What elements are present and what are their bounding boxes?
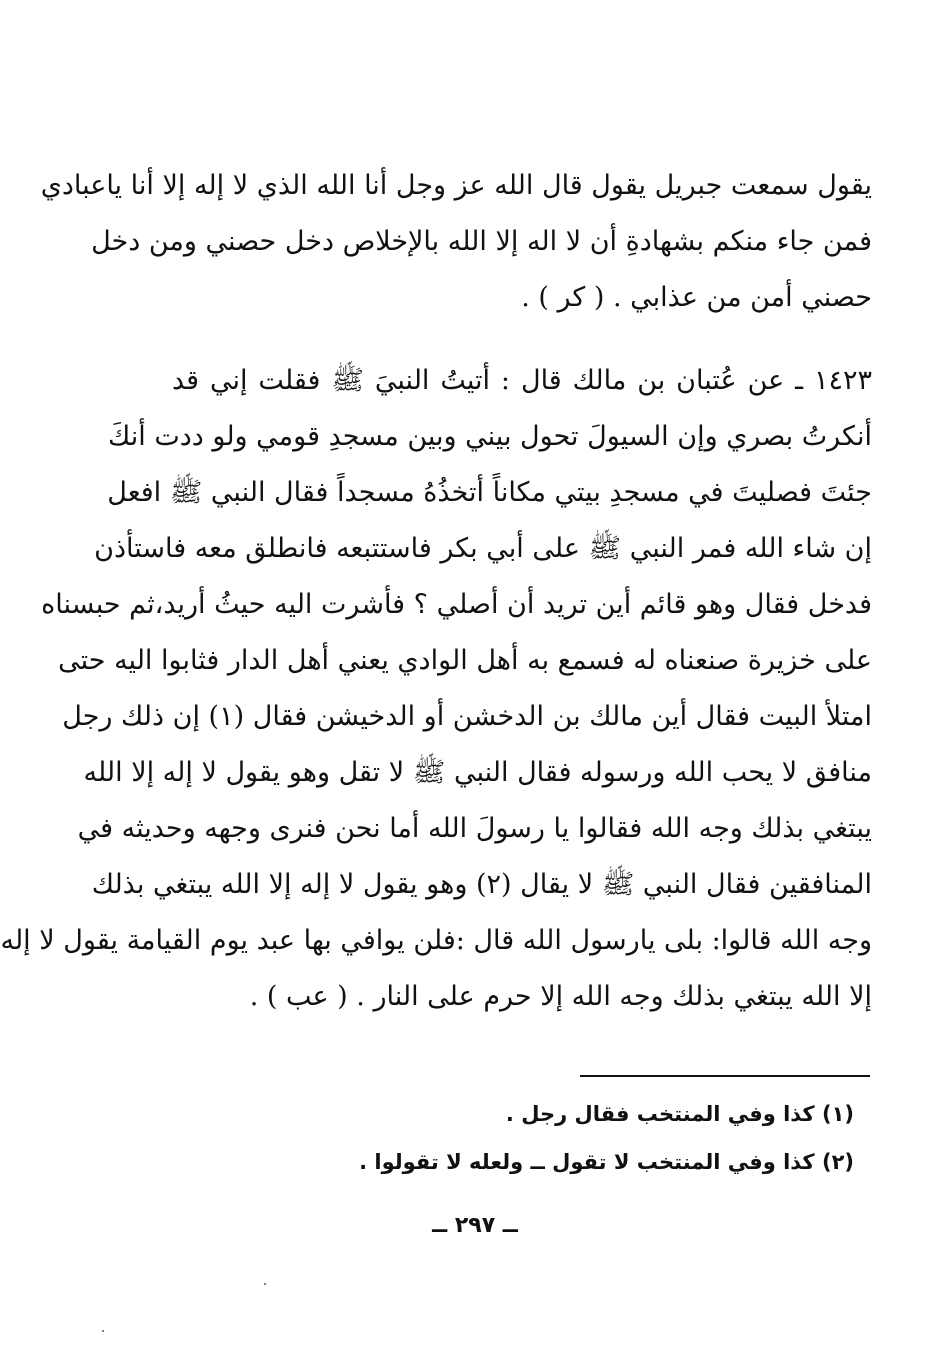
footnotes <box>154 1090 854 1186</box>
footnote-divider <box>580 1075 870 1077</box>
hadith-line: امتلأ البيت فقال أين مالك بن الدخشن أو الدخيشن فقال (١) إن ذلك رجل <box>62 701 872 732</box>
footnote-1: (١) كذا وفي المنتخب فقال رجل . <box>505 1102 854 1126</box>
intro-paragraph <box>40 158 872 326</box>
hadith-line: منافق لا يحب الله ورسوله فقال النبي ﷺ لا تقل وهو يقول لا إله إلا الله <box>83 757 872 788</box>
intro-line: يقول سمعت جبريل يقول قال الله عز وجل أنا الله الذي لا إله إلا أنا ياعبادي <box>40 170 872 201</box>
hadith-line: وجه الله قالوا: بلى يارسول الله قال :فلن يوافي بها عبد يوم القيامة يقول لا إله <box>0 925 872 956</box>
hadith-paragraph <box>0 353 872 1025</box>
scan-speck <box>264 1283 266 1285</box>
hadith-line: إلا الله يبتغي بذلك وجه الله إلا حرم على النار . ( عب ) . <box>249 981 872 1012</box>
hadith-line: إن شاء الله فمر النبي ﷺ على أبي بكر فاستتبعه فانطلق معه فاستأذن <box>94 533 872 564</box>
hadith-line: المنافقين فقال النبي ﷺ لا يقال (٢) وهو يقول لا إله إلا الله يبتغي بذلك <box>91 869 872 900</box>
hadith-line: على خزيرة صنعناه له فسمع به أهل الوادي يعني أهل الدار فثابوا اليه حتى <box>58 645 872 676</box>
hadith-line: ١٤٢٣ ـ عن عُتبان بن مالك قال : أتيتُ النبيَ ﷺ فقلت إني قد <box>172 365 872 396</box>
intro-line: حصني أمن من عذابي . ( كر ) . <box>521 282 872 313</box>
hadith-line: أنكرتُ بصري وإن السيولَ تحول بيني وبين مسجدِ قومي ولو ددت أنكَ <box>107 421 872 452</box>
hadith-line: يبتغي بذلك وجه الله فقالوا يا رسولَ الله أما نحن فنرى وجهه وحديثه في <box>77 813 872 844</box>
intro-line: فمن جاء منكم بشهادةِ أن لا اله إلا الله بالإخلاص دخل حصني ومن دخل <box>91 226 872 257</box>
page-number: ــ ٢٩٧ ــ <box>432 1213 518 1238</box>
hadith-line: جئتَ فصليتَ في مسجدِ بيتي مكاناً أتخذُهُ مسجداً فقال النبي ﷺ افعل <box>107 477 872 508</box>
hadith-line: فدخل فقال وهو قائم أين تريد أن أصلي ؟ فأشرت اليه حيثُ أريد،ثم حبسناه <box>41 589 872 620</box>
footnote-2: (٢) كذا وفي المنتخب لا تقول ــ ولعله لا تقولوا . <box>359 1150 854 1174</box>
scan-speck <box>102 1330 104 1332</box>
